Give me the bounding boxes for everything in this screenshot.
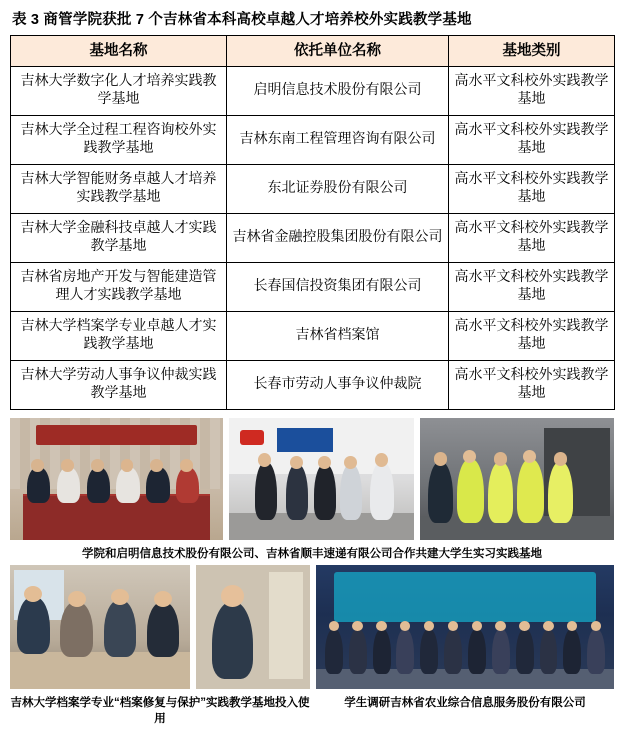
column-header-host-unit: 依托单位名称 — [227, 36, 449, 67]
table-row — [11, 67, 615, 116]
cell-host-unit: 吉林省金融控股集团股份有限公司 — [227, 214, 449, 263]
cell-host-unit: 长春国信投资集团有限公司 — [227, 263, 449, 312]
cell-host-unit: 启明信息技术股份有限公司 — [227, 67, 449, 116]
photo-row-1 — [10, 418, 614, 540]
column-header-base-name: 基地名称 — [11, 36, 227, 67]
cell-base-name: 吉林大学全过程工程咨询校外实践教学基地 — [11, 116, 227, 165]
table-row — [11, 361, 615, 410]
cell-host-unit: 东北证券股份有限公司 — [227, 165, 449, 214]
table-row — [11, 165, 615, 214]
table-row — [11, 312, 615, 361]
cell-base-type: 高水平文科校外实践教学基地 — [449, 165, 615, 214]
cell-base-type: 高水平文科校外实践教学基地 — [449, 67, 615, 116]
photo-gallery — [10, 418, 614, 730]
photo-row-2-right-caption: 学生调研吉林省农业综合信息服务股份有限公司 — [344, 697, 586, 709]
cell-base-name: 吉林大学数字化人才培养实践教学基地 — [11, 67, 227, 116]
archive-restoration-class-photo — [10, 565, 190, 689]
column-header-base-type: 基地类别 — [449, 36, 615, 67]
cell-base-name: 吉林大学智能财务卓越人才培养实践教学基地 — [11, 165, 227, 214]
cell-host-unit: 吉林东南工程管理咨询有限公司 — [227, 116, 449, 165]
corridor-visit-photo — [229, 418, 414, 540]
table-caption: 表 3 商管学院获批 7 个吉林省本科高校卓越人才培养校外实践教学基地 — [12, 12, 472, 28]
cell-host-unit: 长春市劳动人事争议仲裁院 — [227, 361, 449, 410]
practice-base-table — [10, 35, 615, 410]
photo-row-2-caption-row — [10, 689, 614, 730]
table-row — [11, 263, 615, 312]
photo-row-1-caption: 学院和启明信息技术股份有限公司、吉林省顺丰速递有限公司合作共建大学生实习实践基地 — [82, 548, 542, 560]
table-row — [11, 116, 615, 165]
photo-row-2-left-caption: 吉林大学档案学专业“档案修复与保护”实践教学基地投入使用 — [10, 697, 310, 725]
cell-base-type: 高水平文科校外实践教学基地 — [449, 214, 615, 263]
cell-base-name: 吉林大学档案学专业卓越人才实践教学基地 — [11, 312, 227, 361]
group-photo — [316, 565, 614, 689]
cell-host-unit: 吉林省档案馆 — [227, 312, 449, 361]
photo-row-2 — [10, 565, 614, 689]
cell-base-type: 高水平文科校外实践教学基地 — [449, 116, 615, 165]
table-row — [11, 214, 615, 263]
cell-base-name: 吉林大学劳动人事争议仲裁实践教学基地 — [11, 361, 227, 410]
cell-base-type: 高水平文科校外实践教学基地 — [449, 263, 615, 312]
cell-base-type: 高水平文科校外实践教学基地 — [449, 312, 615, 361]
factory-visit-photo — [420, 418, 614, 540]
cell-base-name: 吉林省房地产开发与智能建造管理人才实践教学基地 — [11, 263, 227, 312]
cell-base-name: 吉林大学金融科技卓越人才实践教学基地 — [11, 214, 227, 263]
cell-base-type: 高水平文科校外实践教学基地 — [449, 361, 615, 410]
signing-ceremony-photo — [10, 418, 223, 540]
photo-row-1-caption-row — [10, 540, 614, 565]
table-header-row — [11, 36, 615, 67]
scroll-restoration-photo — [196, 565, 310, 689]
